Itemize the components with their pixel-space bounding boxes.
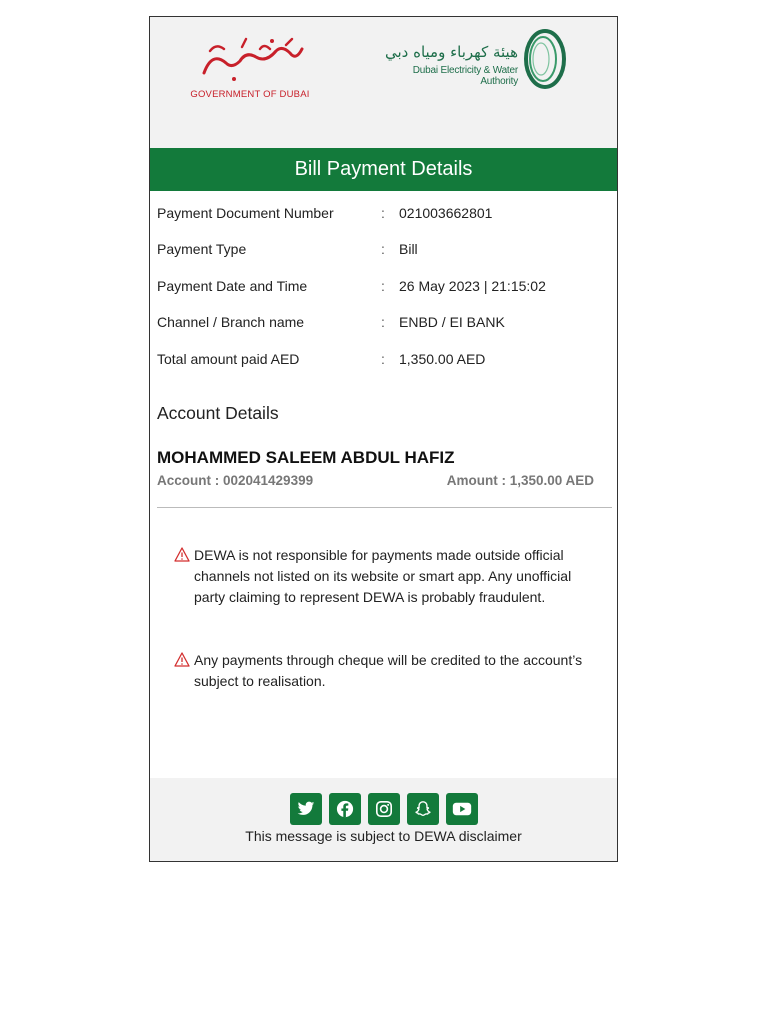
- facebook-icon[interactable]: [329, 793, 361, 825]
- detail-separator: :: [381, 277, 385, 294]
- government-of-dubai-logo: [190, 33, 310, 103]
- detail-value: 021003662801: [399, 205, 493, 221]
- detail-separator: :: [381, 241, 385, 258]
- dewa-arabic-name: هيئة كهرباء ومياه دبي: [384, 43, 518, 61]
- dewa-ring-icon: [522, 27, 568, 91]
- notice-text: Any payments through cheque will be credited to the account’s subject to realisation.: [194, 652, 583, 689]
- detail-value: 26 May 2023 | 21:15:02: [399, 277, 546, 294]
- twitter-icon[interactable]: [290, 793, 322, 825]
- detail-row: [157, 312, 612, 348]
- detail-separator: :: [381, 314, 385, 331]
- dewa-logo: [378, 25, 578, 101]
- detail-value: Bill: [399, 241, 418, 258]
- page-title: Bill Payment Details: [150, 148, 617, 191]
- detail-label: Payment Document Number: [157, 205, 334, 221]
- instagram-icon[interactable]: [368, 793, 400, 825]
- snapchat-icon[interactable]: [407, 793, 439, 825]
- footer: [150, 778, 617, 861]
- notice-unofficial-channels: [174, 545, 594, 608]
- notice-text: DEWA is not responsible for payments made outside official channels not listed on its website or smart app. Any unofficial party claiming to represent DEWA is probably fraudulent.: [194, 547, 572, 605]
- government-of-dubai-text: GOVERNMENT OF DUBAI: [190, 89, 310, 100]
- header: [150, 17, 617, 148]
- receipt-card: [149, 16, 618, 862]
- detail-label: Total amount paid AED: [157, 350, 300, 367]
- social-links: [150, 793, 617, 825]
- detail-separator: :: [381, 205, 385, 221]
- youtube-icon[interactable]: [446, 793, 478, 825]
- notice-cheque-payments: [174, 650, 594, 692]
- detail-row: [157, 239, 612, 275]
- dewa-english-name: Dubai Electricity & Water Authority: [412, 65, 518, 87]
- divider: [157, 507, 612, 508]
- payment-details: [157, 203, 612, 385]
- account-holder-name: MOHAMMED SALEEM ABDUL HAFIZ: [157, 448, 455, 467]
- account-number: Account : 002041429399: [157, 473, 314, 488]
- detail-label: Channel / Branch name: [157, 314, 305, 331]
- detail-label: Payment Date and Time: [157, 277, 308, 294]
- account-details-heading: Account Details: [157, 403, 279, 423]
- account-amount: Amount : 1,350.00 AED: [446, 473, 594, 488]
- warning-icon: [174, 652, 190, 667]
- detail-row: [157, 349, 612, 385]
- detail-separator: :: [381, 350, 385, 367]
- disclaimer-text: This message is subject to DEWA disclaimer: [245, 828, 522, 844]
- detail-row: [157, 276, 612, 312]
- warning-icon: [174, 547, 190, 562]
- detail-row: [157, 203, 612, 239]
- detail-value: ENBD / EI BANK: [399, 314, 505, 331]
- detail-label: Payment Type: [157, 241, 247, 258]
- detail-value: 1,350.00 AED: [399, 350, 486, 367]
